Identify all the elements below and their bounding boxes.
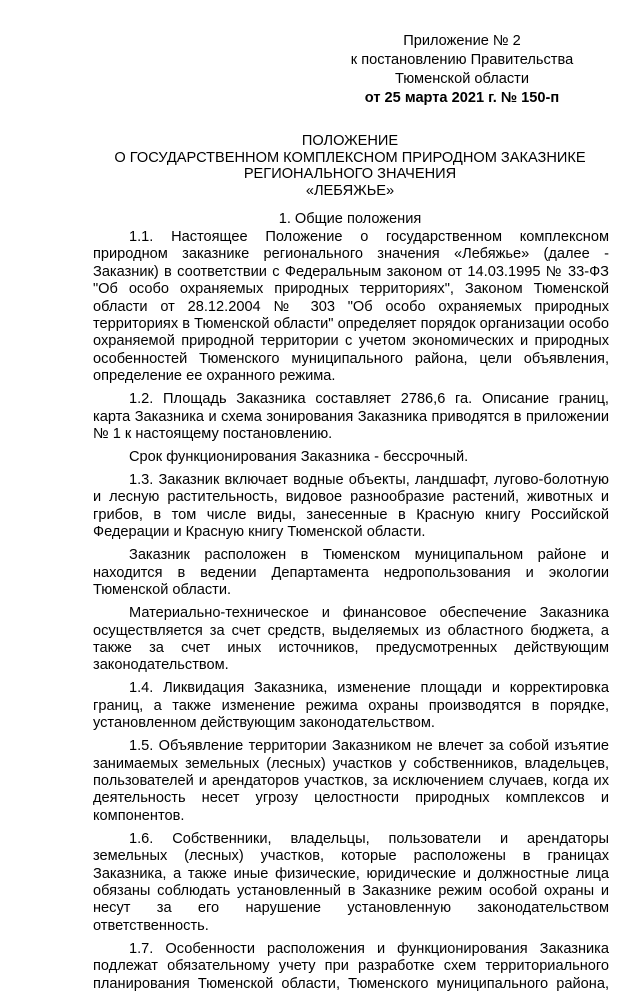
title-line-1: ПОЛОЖЕНИЕ	[301, 133, 399, 149]
attachment-number: Приложение № 2	[403, 33, 521, 49]
paragraph-1-6: 1.6. Собственники, владельцы, пользователи и арендаторы земельных (лесных) участков, которые расположены в границах Заказника, а также иные физические, юридические и должностные лица обязаны соблюдать установленный в Заказнике режим особой охраны и несут за его нарушение установленную законодательством ответственность.	[93, 830, 609, 934]
title-line-2: О ГОСУДАРСТВЕННОМ КОМПЛЕКСНОМ ПРИРОДНОМ ЗАКАЗНИКЕ	[114, 149, 586, 166]
attachment-header	[342, 32, 582, 108]
document-title	[80, 133, 620, 199]
document-body	[93, 229, 609, 999]
title-line-4: «ЛЕБЯЖЬЕ»	[305, 182, 395, 199]
paragraph-1-3: 1.3. Заказник включает водные объекты, ландшафт, лугово-болотную и лесную растительность, видовое разнообразие растений, животных и грибов, в том числе виды, занесенные в Красную книгу Российской Федерации и Красную книгу Тюменской области.	[93, 472, 609, 541]
title-line-3: РЕГИОНАЛЬНОГО ЗНАЧЕНИЯ	[243, 166, 457, 182]
paragraph-1-7: 1.7. Особенности расположения и функционирования Заказника подлежат обязательному учету при разработке схем территориального планирования Тюменской области, Тюменского муниципального района,	[93, 940, 609, 992]
paragraph-funding: Материально-техническое и финансовое обеспечение Заказника осуществляется за счет средств, выделяемых из областного бюджета, а также за счет иных источников, предусмотренных действующим законодательством.	[93, 605, 609, 674]
section-heading: 1. Общие положения	[278, 211, 422, 227]
paragraph-1-5: 1.5. Объявление территории Заказником не влечет за собой изъятие занимаемых земельных (лесных) участков у собственников, владельцев, пользователей и арендаторов участков, за исключением случаев, когда их деятельность несет угрозу целостности природных комплексов и компонентов.	[93, 738, 609, 824]
attachment-region: Тюменской области	[394, 71, 529, 87]
paragraph-location: Заказник расположен в Тюменском муниципальном районе и находится в ведении Департамента недропользования и экологии Тюменской области.	[93, 547, 609, 599]
paragraph-term: Срок функционирования Заказника - бессрочный.	[129, 449, 469, 466]
attachment-date-number: от 25 марта 2021 г. № 150-п	[364, 90, 560, 106]
attachment-resolution-ref: к постановлению Правительства	[350, 52, 574, 68]
paragraph-1-2: 1.2. Площадь Заказника составляет 2786,6 га. Описание границ, карта Заказника и схема зонирования Заказника приводятся в приложении № 1 к настоящему постановлению.	[93, 391, 609, 443]
paragraph-1-1: 1.1. Настоящее Положение о государственном комплексном природном заказнике регионального значения «Лебяжье» (далее - Заказник) в соответствии с Федеральным законом от 14.03.1995 № 33-ФЗ "Об особо охраняемых природных территориях", Законом Тюменской области от 28.12.2004 № 303 "Об особо охраняемых природных территориях в Тюменской области" определяет порядок организации особо охраняемой природной территории с учетом экономических и природных особенностей Тюменского муниципального района, цели объявления, определение ее охранного режима.	[93, 229, 609, 385]
paragraph-1-4: 1.4. Ликвидация Заказника, изменение площади и корректировка границ, а также изменение режима охраны производятся в порядке, установленном действующим законодательством.	[93, 680, 609, 732]
